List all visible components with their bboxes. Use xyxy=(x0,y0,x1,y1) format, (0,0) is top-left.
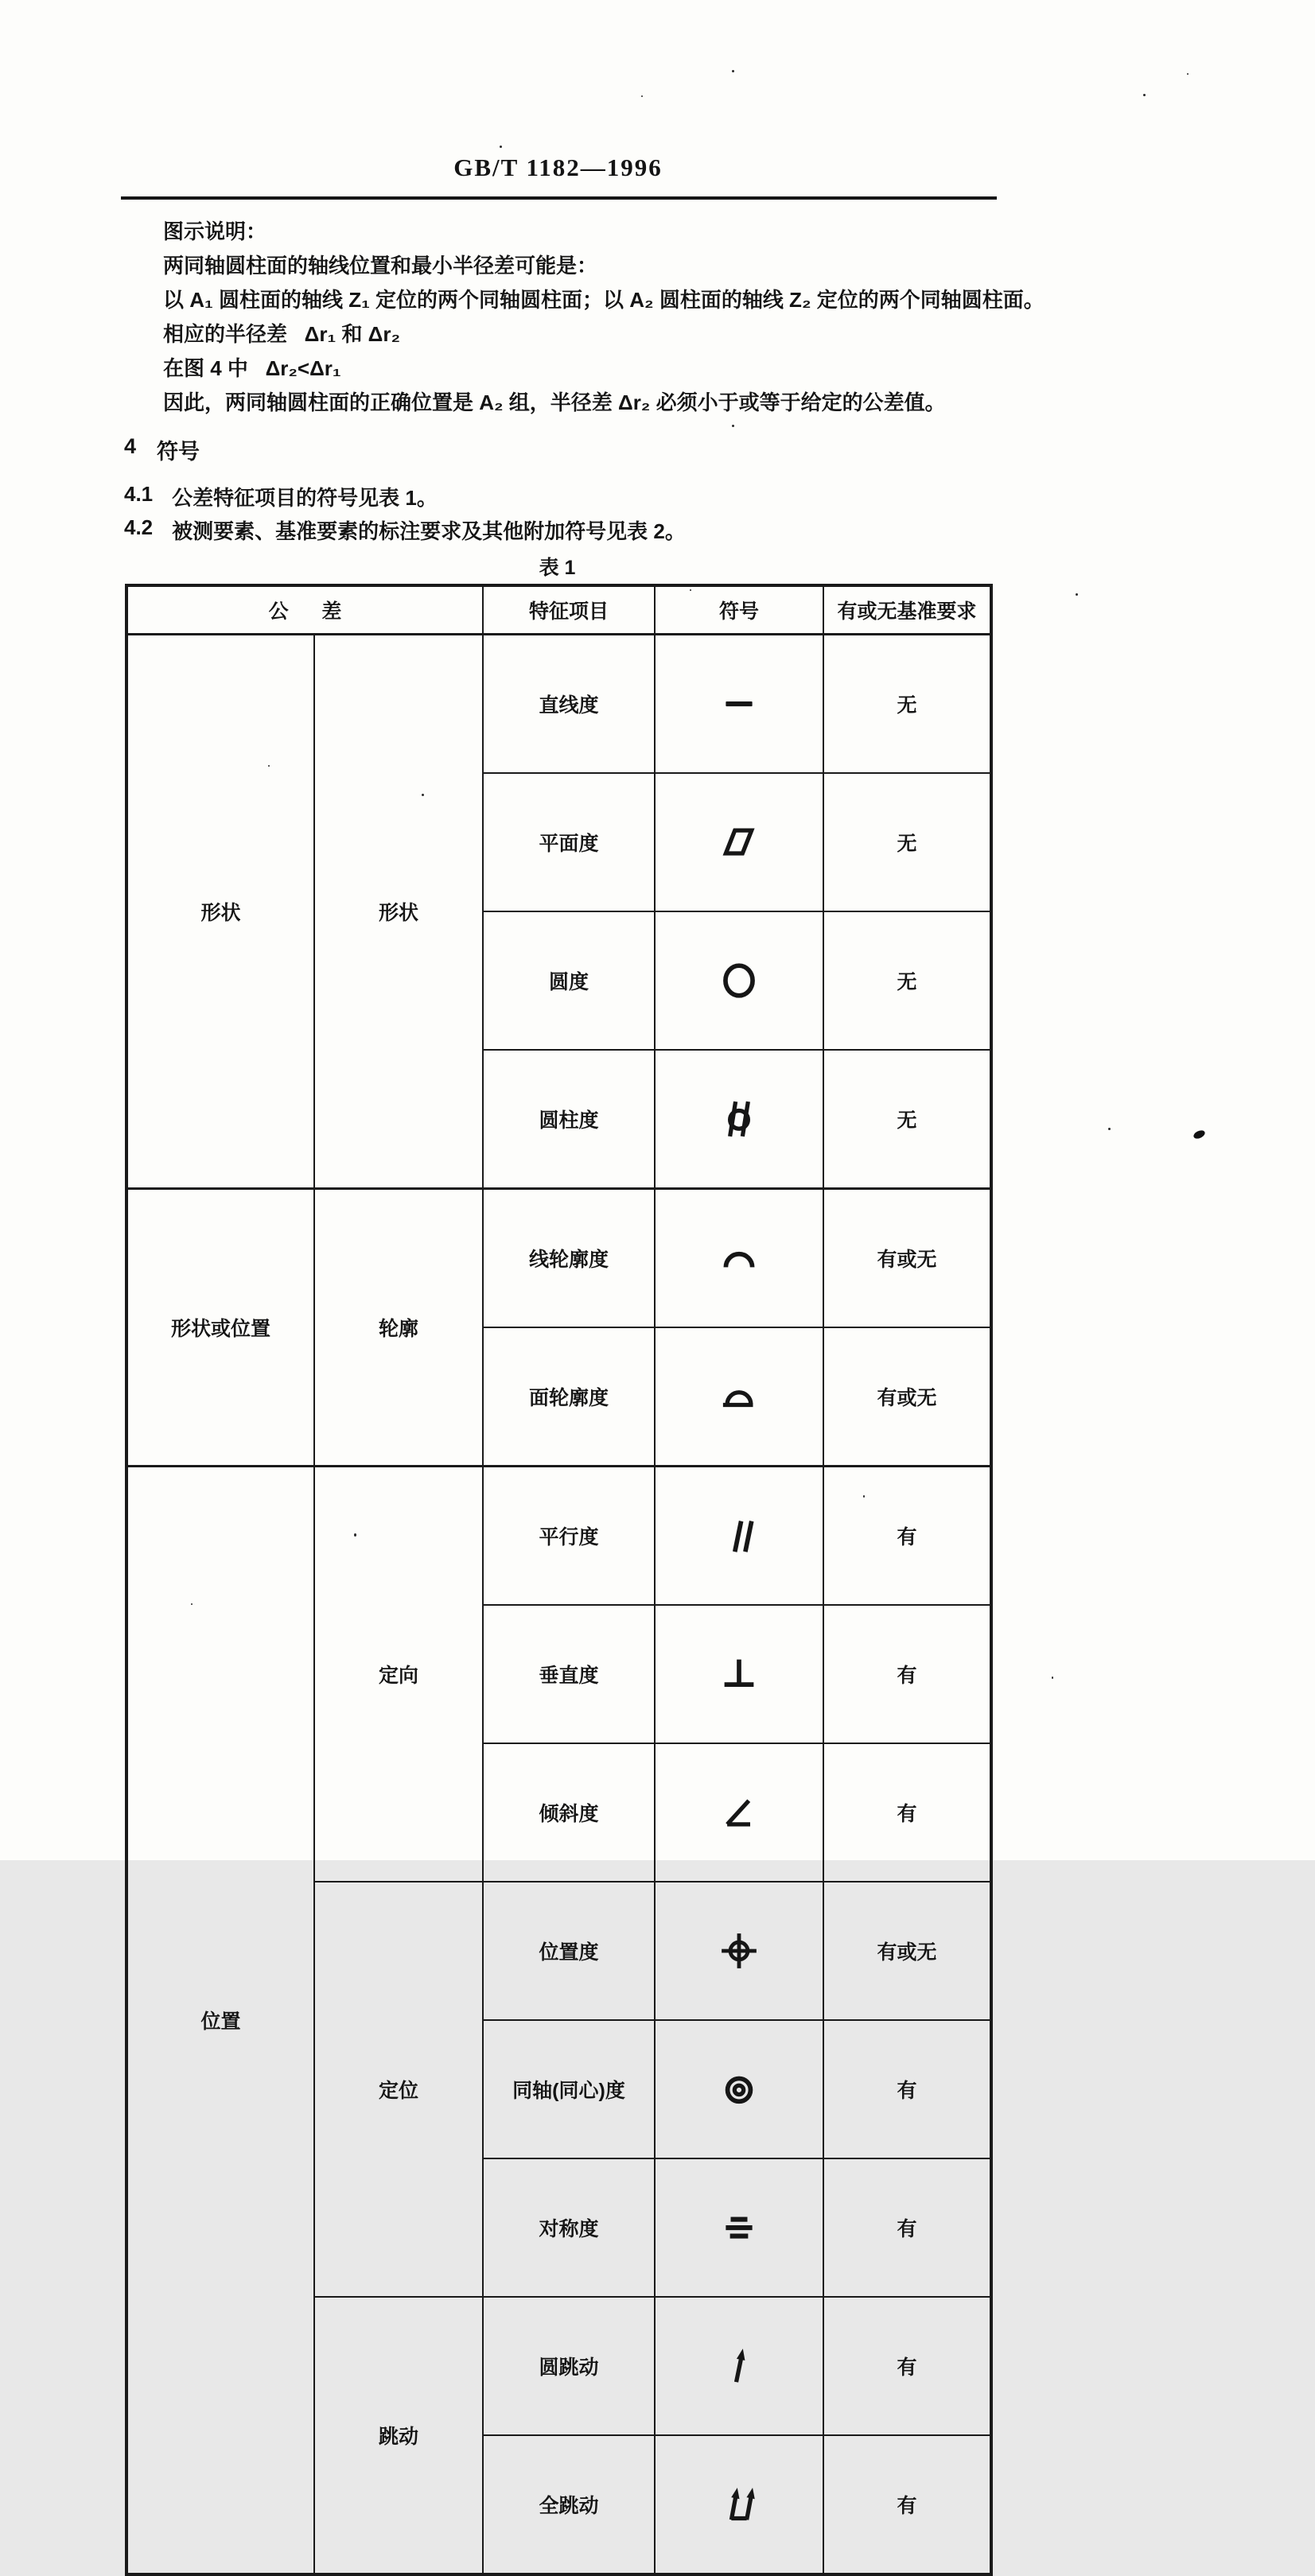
scan-speck xyxy=(641,95,643,97)
scan-speck xyxy=(422,794,424,796)
clause-number: 4.1 xyxy=(124,482,154,506)
datum-value: 有 xyxy=(823,1743,991,1882)
clause-text: 被测要素、基准要素的标注要求及其他附加符号见表 2。 xyxy=(172,519,686,543)
symbol-cell xyxy=(655,1882,823,2020)
feature-label: 直线度 xyxy=(483,635,655,774)
flatness-icon xyxy=(717,820,761,864)
scan-speck xyxy=(1108,1128,1111,1130)
datum-value: 无 xyxy=(823,773,991,911)
scan-speck xyxy=(1143,94,1146,96)
feature-label: 圆跳动 xyxy=(483,2297,655,2435)
feature-label: 同轴(同心)度 xyxy=(483,2020,655,2158)
clause-4-1 xyxy=(124,482,438,511)
clause-text: 公差特征项目的符号见表 1。 xyxy=(172,486,438,510)
datum-value: 有 xyxy=(823,2020,991,2158)
feature-label: 平面度 xyxy=(483,773,655,911)
cylindricity-icon xyxy=(717,1097,761,1141)
feature-label: 面轮廓度 xyxy=(483,1327,655,1467)
datum-value: 有或无 xyxy=(823,1327,991,1467)
symbol-cell xyxy=(655,1605,823,1743)
figure-note-line: 相应的半径差 Δr₁ 和 Δr₂ xyxy=(163,322,401,346)
figure-notes xyxy=(163,215,1045,420)
header-datum-requirement: 有或无基准要求 xyxy=(823,585,991,635)
feature-label: 平行度 xyxy=(483,1467,655,1606)
concentricity-icon xyxy=(717,2067,761,2112)
feature-label: 倾斜度 xyxy=(483,1743,655,1882)
datum-value: 无 xyxy=(823,1050,991,1189)
symbol-cell xyxy=(655,2297,823,2435)
datum-value: 无 xyxy=(823,635,991,774)
angularity-icon xyxy=(717,1790,761,1835)
symbol-cell xyxy=(655,2158,823,2297)
roundness-icon xyxy=(717,958,761,1003)
perpendicularity-icon xyxy=(717,1652,761,1696)
group-shape-or-position: 形状或位置 xyxy=(126,1189,314,1467)
table-row xyxy=(126,1467,991,1606)
scan-speck xyxy=(1052,1677,1053,1679)
subgroup-orientation: 定向 xyxy=(314,1467,483,1882)
symbol-cell xyxy=(655,1189,823,1328)
parallelism-icon xyxy=(717,1513,761,1558)
datum-value: 有 xyxy=(823,2297,991,2435)
clause-4-2 xyxy=(124,515,686,545)
symbol-cell xyxy=(655,1743,823,1882)
figure-note-line: 图示说明： xyxy=(163,220,267,243)
profile-of-surface-icon xyxy=(717,1374,761,1419)
symbol-cell xyxy=(655,911,823,1050)
subgroup-shape: 形状 xyxy=(314,635,483,1189)
datum-value: 有 xyxy=(823,2435,991,2574)
symmetry-icon xyxy=(717,2205,761,2250)
figure-note-line: 两同轴圆柱面的轴线位置和最小半径差可能是： xyxy=(163,254,598,278)
subgroup-runout: 跳动 xyxy=(314,2297,483,2574)
table-header-row xyxy=(126,585,991,635)
symbol-cell xyxy=(655,2020,823,2158)
position-icon xyxy=(717,1929,761,1973)
feature-label: 全跳动 xyxy=(483,2435,655,2574)
datum-value: 有 xyxy=(823,2158,991,2297)
figure-note-line: 以 A₁ 圆柱面的轴线 Z₁ 定位的两个同轴圆柱面；以 A₂ 圆柱面的轴线 Z₂ 定位的两个同轴圆柱面。 xyxy=(163,288,1045,312)
feature-label: 位置度 xyxy=(483,1882,655,2020)
feature-label: 圆度 xyxy=(483,911,655,1050)
datum-value: 无 xyxy=(823,911,991,1050)
symbol-cell xyxy=(655,773,823,911)
datum-value: 有 xyxy=(823,1605,991,1743)
profile-of-line-icon xyxy=(717,1236,761,1280)
standard-number: GB/T 1182—1996 xyxy=(453,153,663,181)
subgroup-profile: 轮廓 xyxy=(314,1189,483,1467)
scan-speck xyxy=(191,1603,193,1605)
feature-label: 对称度 xyxy=(483,2158,655,2297)
scan-speck xyxy=(690,589,691,591)
feature-label: 线轮廓度 xyxy=(483,1189,655,1328)
scan-speck xyxy=(1076,593,1078,596)
tolerance-symbols-table xyxy=(125,584,993,2576)
scan-speck xyxy=(354,1533,356,1537)
section-heading xyxy=(124,434,200,465)
header-feature-item: 特征项目 xyxy=(483,585,655,635)
header-symbol: 符号 xyxy=(655,585,823,635)
table-row xyxy=(126,635,991,774)
table-caption: 表 1 xyxy=(539,557,576,579)
total-runout-icon xyxy=(717,2482,761,2527)
datum-value: 有 xyxy=(823,1467,991,1606)
figure-note-line: 在图 4 中 Δr₂<Δr₁ xyxy=(163,356,341,380)
subgroup-location: 定位 xyxy=(314,1882,483,2297)
clause-number: 4.2 xyxy=(124,515,154,539)
scan-blob xyxy=(1192,1129,1206,1140)
table-row xyxy=(126,1189,991,1328)
section-number: 4 xyxy=(124,434,137,458)
circular-runout-icon xyxy=(717,2344,761,2388)
datum-value: 有或无 xyxy=(823,1882,991,2020)
feature-label: 圆柱度 xyxy=(483,1050,655,1189)
scan-speck xyxy=(863,1495,865,1498)
scan-speck xyxy=(500,146,502,148)
group-shape: 形状 xyxy=(126,635,314,1189)
scan-speck xyxy=(732,425,734,427)
symbol-cell xyxy=(655,1050,823,1189)
symbol-cell xyxy=(655,1327,823,1467)
group-position: 位置 xyxy=(126,1467,314,2575)
figure-note-line: 因此，两同轴圆柱面的正确位置是 A₂ 组，半径差 Δr₂ 必须小于或等于给定的公差值。 xyxy=(163,390,946,414)
header-rule xyxy=(121,196,997,200)
symbol-cell xyxy=(655,635,823,774)
feature-label: 垂直度 xyxy=(483,1605,655,1743)
symbol-cell xyxy=(655,1467,823,1606)
scan-speck xyxy=(732,70,734,72)
datum-value: 有或无 xyxy=(823,1189,991,1328)
straightness-icon xyxy=(717,682,761,726)
symbol-cell xyxy=(655,2435,823,2574)
scan-speck xyxy=(1187,73,1189,75)
header-tolerance: 公 差 xyxy=(126,585,483,635)
section-title: 符号 xyxy=(157,440,200,464)
scan-speck xyxy=(268,765,270,767)
